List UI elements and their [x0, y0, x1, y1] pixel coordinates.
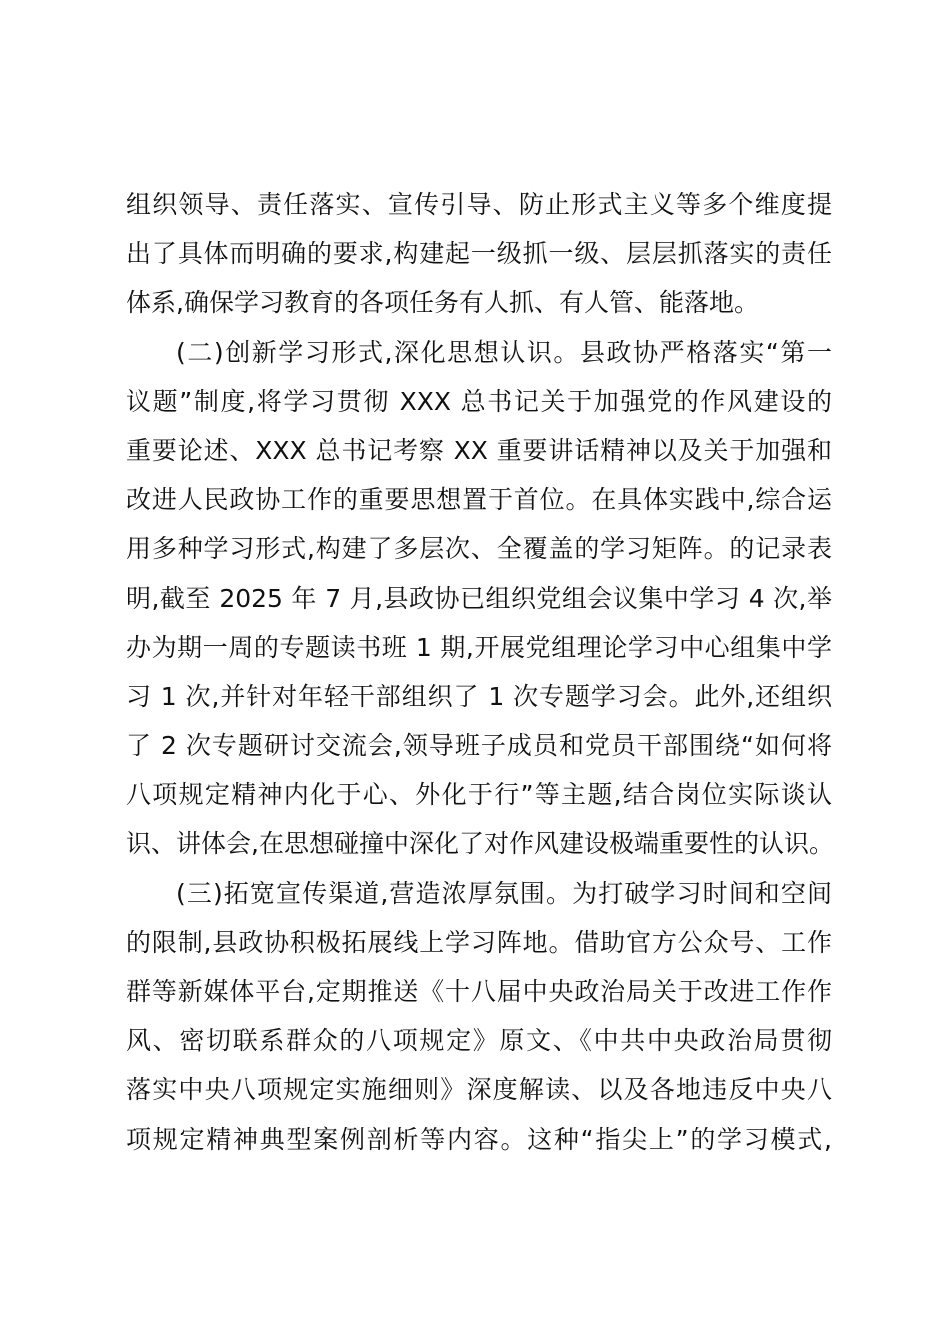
text-line: 体系,确保学习教育的各项任务有人抓、有人管、能落地。	[126, 288, 759, 318]
section-heading-line: (二)创新学习形式,深化思想认识。县政协严格落实“第一	[176, 337, 832, 367]
text-line: 明,截至 2025 年 7 月,县政协已组织党组会议集中学习 4 次,举	[126, 583, 832, 613]
text-line: 识、讲体会,在思想碰撞中深化了对作风建设极端重要性的认识。	[126, 829, 834, 859]
text-line: 重要论述、XXX 总书记考察 XX 重要讲话精神以及关于加强和	[126, 435, 832, 465]
section-heading-line: (三)拓宽宣传渠道,营造浓厚氛围。为打破学习时间和空间	[176, 878, 832, 908]
text-line: 议题”制度,将学习贯彻 XXX 总书记关于加强党的作风建设的	[126, 386, 832, 416]
text-line: 的限制,县政协积极拓展线上学习阵地。借助官方公众号、工作	[126, 927, 832, 957]
body-text	[126, 180, 832, 1164]
text-line: 群等新媒体平台,定期推送《十八届中央政治局关于改进工作作	[126, 977, 832, 1006]
text-line: 组织领导、责任落实、宣传引导、防止形式主义等多个维度提	[126, 190, 832, 219]
text-line: 用多种学习形式,构建了多层次、全覆盖的学习矩阵。的记录表	[126, 534, 832, 564]
text-line: 风、密切联系群众的八项规定》原文、《中共中央政治局贯彻	[126, 1026, 832, 1056]
text-line: 八项规定精神内化于心、外化于行”等主题,结合岗位实际谈认	[126, 780, 832, 810]
text-line: 出了具体而明确的要求,构建起一级抓一级、层层抓落实的责任	[126, 239, 832, 269]
text-line: 办为期一周的专题读书班 1 期,开展党组理论学习中心组集中学	[126, 632, 832, 662]
text-line: 项规定精神典型案例剖析等内容。这种“指尖上”的学习模式,	[126, 1124, 832, 1154]
text-line: 落实中央八项规定实施细则》深度解读、以及各地违反中央八	[126, 1075, 832, 1105]
text-line: 习 1 次,并针对年轻干部组织了 1 次专题学习会。此外,还组织	[126, 681, 832, 711]
text-line: 了 2 次专题研讨交流会,领导班子成员和党员干部围绕“如何将	[126, 731, 832, 761]
text-line: 改进人民政协工作的重要思想置于首位。在具体实践中,综合运	[126, 485, 832, 515]
